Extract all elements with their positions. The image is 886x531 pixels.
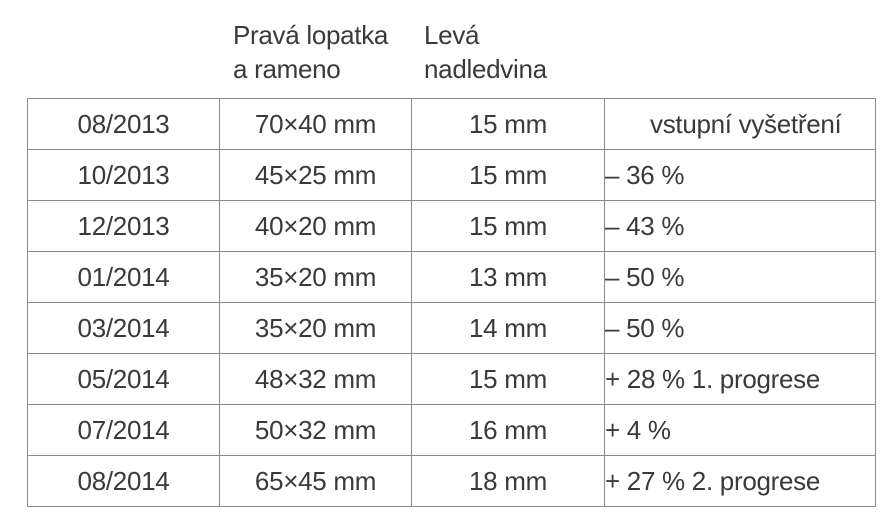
- date-cell: 01/2014: [28, 252, 220, 303]
- note-cell: – 50 %: [605, 252, 876, 303]
- table-header-area: [0, 0, 886, 98]
- date-cell: 10/2013: [28, 150, 220, 201]
- table-row: [28, 405, 876, 456]
- shoulder-size-cell: 70×40 mm: [220, 99, 412, 150]
- adrenal-size-cell: 15 mm: [412, 99, 605, 150]
- adrenal-size-cell: 16 mm: [412, 405, 605, 456]
- date-cell: 07/2014: [28, 405, 220, 456]
- date-cell: 08/2014: [28, 456, 220, 507]
- adrenal-size-cell: 15 mm: [412, 201, 605, 252]
- shoulder-size-cell: 35×20 mm: [220, 252, 412, 303]
- table-row: [28, 252, 876, 303]
- date-cell: 03/2014: [28, 303, 220, 354]
- table-row: [28, 150, 876, 201]
- column-header-shoulder: [233, 18, 388, 86]
- column-header-adrenal: [424, 18, 547, 86]
- table-row: [28, 456, 876, 507]
- shoulder-size-cell: 45×25 mm: [220, 150, 412, 201]
- adrenal-size-cell: 15 mm: [412, 150, 605, 201]
- note-cell: – 50 %: [605, 303, 876, 354]
- date-cell: 12/2013: [28, 201, 220, 252]
- column-header-line: Pravá lopatka: [233, 20, 389, 50]
- column-header-line: a rameno: [233, 54, 341, 84]
- table-row: [28, 99, 876, 150]
- note-cell: vstupní vyšetření: [605, 99, 876, 150]
- date-cell: 08/2013: [28, 99, 220, 150]
- shoulder-size-cell: 40×20 mm: [220, 201, 412, 252]
- note-cell: + 4 %: [605, 405, 876, 456]
- table-row: [28, 303, 876, 354]
- measurement-table: [27, 98, 876, 507]
- shoulder-size-cell: 50×32 mm: [220, 405, 412, 456]
- column-header-line: nadledvina: [424, 54, 547, 84]
- date-cell: 05/2014: [28, 354, 220, 405]
- note-cell: – 36 %: [605, 150, 876, 201]
- shoulder-size-cell: 65×45 mm: [220, 456, 412, 507]
- table-row: [28, 354, 876, 405]
- adrenal-size-cell: 13 mm: [412, 252, 605, 303]
- adrenal-size-cell: 18 mm: [412, 456, 605, 507]
- adrenal-size-cell: 15 mm: [412, 354, 605, 405]
- shoulder-size-cell: 48×32 mm: [220, 354, 412, 405]
- table-row: [28, 201, 876, 252]
- note-cell: + 27 % 2. progrese: [605, 456, 876, 507]
- note-cell: + 28 % 1. progrese: [605, 354, 876, 405]
- note-cell: – 43 %: [605, 201, 876, 252]
- shoulder-size-cell: 35×20 mm: [220, 303, 412, 354]
- column-header-line: Levá: [424, 20, 480, 50]
- adrenal-size-cell: 14 mm: [412, 303, 605, 354]
